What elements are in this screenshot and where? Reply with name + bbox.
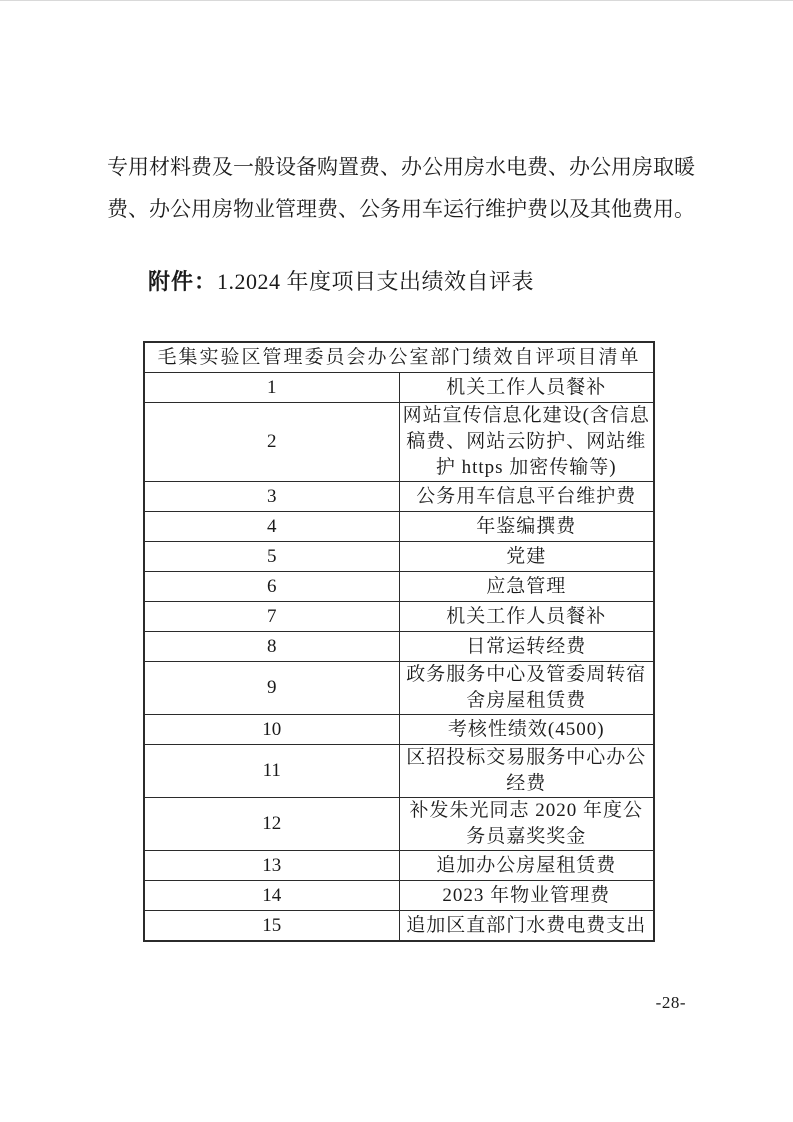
table-row [144,798,654,851]
project-table-body [144,373,654,942]
row-name: 党建 [399,542,654,572]
row-number: 3 [144,482,399,512]
table-row [144,572,654,602]
table-row [144,602,654,632]
row-number: 13 [144,851,399,881]
table-header-row [144,342,654,373]
table-row [144,745,654,798]
row-name: 追加办公房屋租赁费 [399,851,654,881]
row-name: 公务用车信息平台维护费 [399,482,654,512]
row-name: 政务服务中心及管委周转宿舍房屋租赁费 [399,662,654,715]
row-number: 7 [144,602,399,632]
table-row [144,542,654,572]
attachment-line [148,266,534,298]
table-row [144,662,654,715]
table-row [144,512,654,542]
paragraph-line-2: 费、办公用房物业管理费、公务用车运行维护费以及其他费用。 [107,197,695,221]
row-number: 14 [144,881,399,911]
row-name: 考核性绩效(4500) [399,715,654,745]
row-name: 追加区直部门水费电费支出 [399,911,654,942]
row-name: 机关工作人员餐补 [399,602,654,632]
row-number: 10 [144,715,399,745]
row-number: 8 [144,632,399,662]
row-name: 应急管理 [399,572,654,602]
row-number: 15 [144,911,399,942]
table-row [144,715,654,745]
row-number: 1 [144,373,399,403]
paragraph-line-1: 专用材料费及一般设备购置费、办公用房水电费、办公用房取暖 [107,155,695,179]
attachment-title: 1.2024 年度项目支出绩效自评表 [217,269,535,294]
row-number: 6 [144,572,399,602]
row-name: 机关工作人员餐补 [399,373,654,403]
row-number: 4 [144,512,399,542]
table-row [144,482,654,512]
row-name: 2023 年物业管理费 [399,881,654,911]
row-number: 2 [144,403,399,482]
table-row [144,851,654,881]
row-number: 9 [144,662,399,715]
row-number: 11 [144,745,399,798]
row-name: 日常运转经费 [399,632,654,662]
table-row [144,911,654,942]
table-row [144,373,654,403]
row-name: 网站宣传信息化建设(含信息稿费、网站云防护、网站维护 https 加密传输等) [399,403,654,482]
row-name: 补发朱光同志 2020 年度公务员嘉奖奖金 [399,798,654,851]
row-number: 12 [144,798,399,851]
row-name: 年鉴编撰费 [399,512,654,542]
scan-edge-line [0,0,793,1]
table-title: 毛集实验区管理委员会办公室部门绩效自评项目清单 [144,342,654,373]
body-paragraph [107,146,695,230]
page-number: -28- [655,993,686,1012]
project-table [143,341,655,942]
table-row [144,632,654,662]
row-name: 区招投标交易服务中心办公经费 [399,745,654,798]
table-row [144,881,654,911]
row-number: 5 [144,542,399,572]
table-row [144,403,654,482]
attachment-label: 附件： [148,269,218,294]
